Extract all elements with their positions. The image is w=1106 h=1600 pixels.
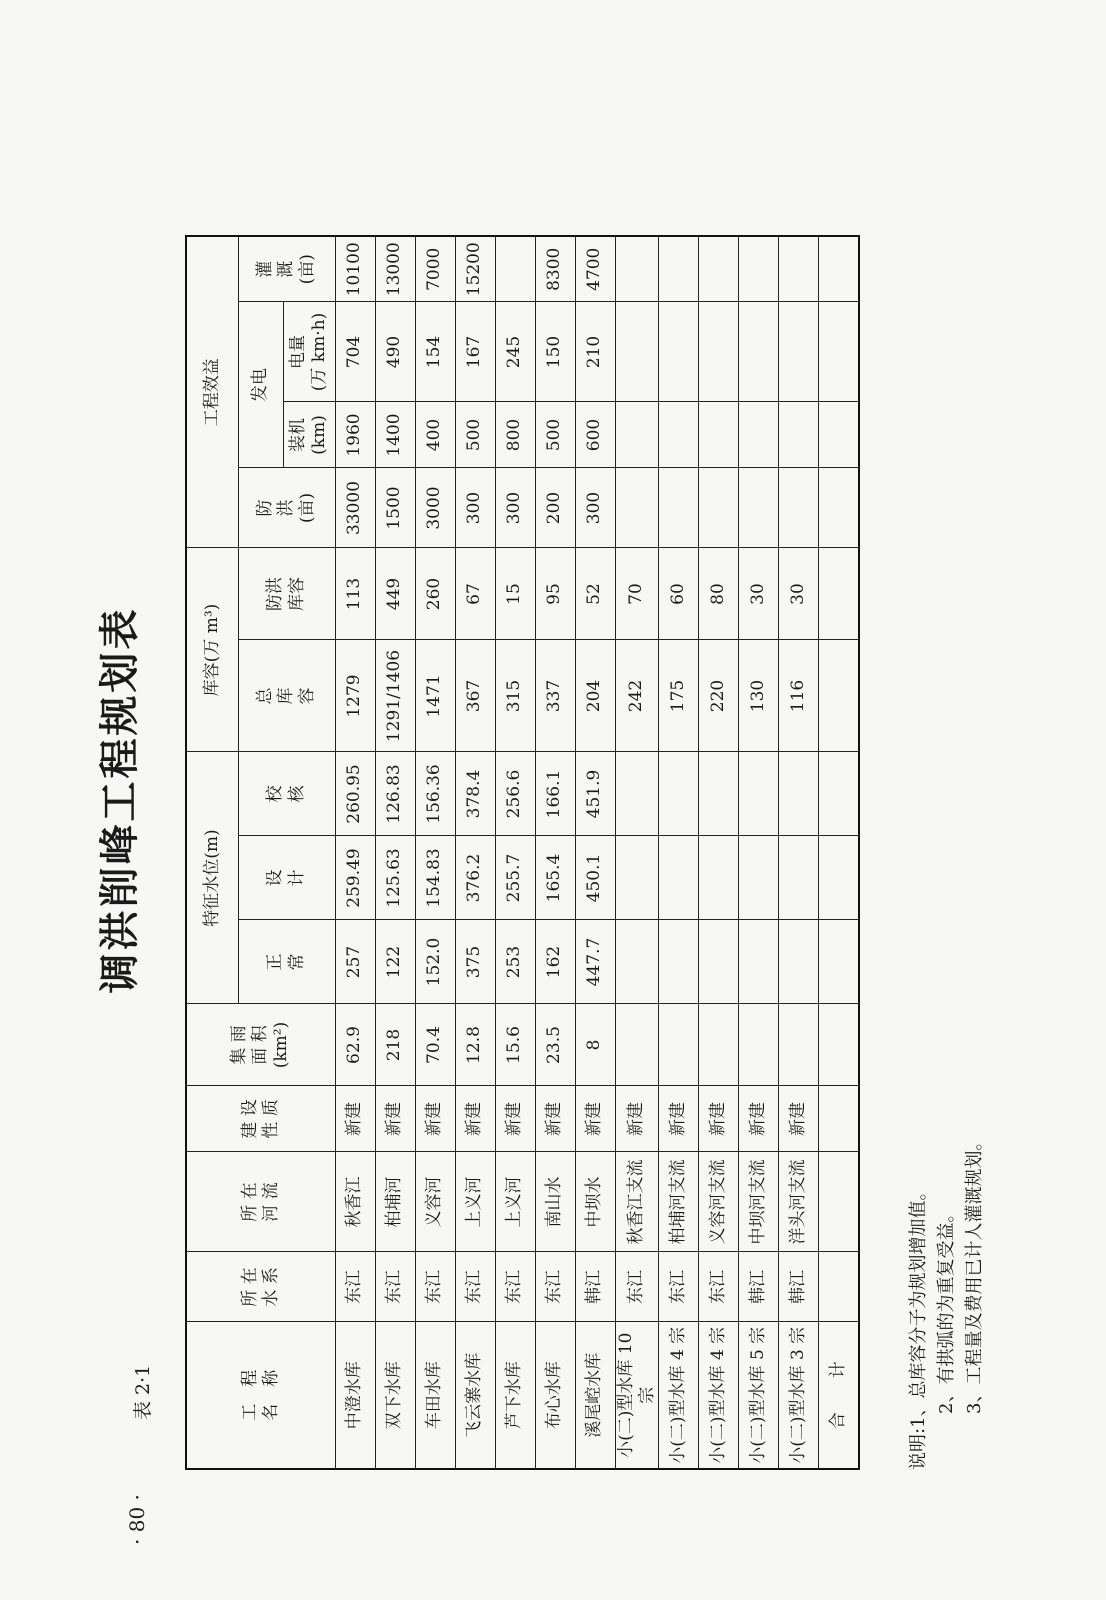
cell-nature: 新建 <box>739 1086 779 1152</box>
cell-normal: 152.0 <box>415 920 455 1004</box>
cell-nature: 新建 <box>699 1086 739 1152</box>
header-build-nature: 建 设 性 质 <box>186 1086 335 1152</box>
cell-name: 小(二)型水库 3 宗 <box>779 1322 819 1469</box>
note-3: 3、工程量及费用已计人灌溉规划。 <box>963 1132 985 1414</box>
cell-check <box>779 752 819 836</box>
cell-installed <box>615 402 659 468</box>
cell-check: 256.6 <box>495 752 535 836</box>
cell-river: 上义河 <box>455 1152 495 1252</box>
cell-installed: 500 <box>455 402 495 468</box>
reservoir-plan-table <box>185 235 860 1470</box>
cell-total: 1279 <box>335 640 375 752</box>
cell-nature <box>819 1086 859 1152</box>
cell-total: 175 <box>659 640 699 752</box>
cell-nature: 新建 <box>495 1086 535 1152</box>
cell-flood-capacity: 95 <box>535 548 575 640</box>
header-catchment-area: 集 雨 面 积 (km²) <box>186 1004 335 1086</box>
table-row <box>375 236 415 1469</box>
cell-system: 东江 <box>699 1252 739 1322</box>
table-row <box>415 236 455 1469</box>
cell-flood <box>779 468 819 548</box>
cell-name: 小(二)型水库 10 宗 <box>615 1322 659 1469</box>
header-design: 设 计 <box>238 836 335 920</box>
cell-normal <box>699 920 739 1004</box>
cell-name: 小(二)型水库 5 宗 <box>739 1322 779 1469</box>
cell-system: 东江 <box>415 1252 455 1322</box>
cell-nature: 新建 <box>535 1086 575 1152</box>
header-flood-capacity: 防洪 库容 <box>238 548 335 640</box>
cell-nature: 新建 <box>615 1086 659 1152</box>
cell-river: 义容河支流 <box>699 1152 739 1252</box>
cell-installed <box>659 402 699 468</box>
cell-name: 芦下水库 <box>495 1322 535 1469</box>
header-total-capacity: 总 库 容 <box>238 640 335 752</box>
table-row <box>575 236 615 1469</box>
table-row <box>659 236 699 1469</box>
header-river: 所 在 河 流 <box>186 1152 335 1252</box>
cell-normal <box>779 920 819 1004</box>
cell-normal <box>659 920 699 1004</box>
cell-energy <box>739 302 779 402</box>
cell-irrigation: 8300 <box>535 236 575 302</box>
cell-total: 116 <box>779 640 819 752</box>
cell-energy: 704 <box>335 302 375 402</box>
cell-check: 378.4 <box>455 752 495 836</box>
cell-flood <box>659 468 699 548</box>
cell-river: 秋香江支流 <box>615 1152 659 1252</box>
cell-flood <box>615 468 659 548</box>
cell-flood-capacity: 449 <box>375 548 415 640</box>
cell-total: 315 <box>495 640 535 752</box>
cell-nature: 新建 <box>455 1086 495 1152</box>
cell-normal: 253 <box>495 920 535 1004</box>
cell-river: 洋头河支流 <box>779 1152 819 1252</box>
header-capacity-group: 库容(万 m³) <box>186 548 238 752</box>
cell-river: 中坝河支流 <box>739 1152 779 1252</box>
cell-nature: 新建 <box>779 1086 819 1152</box>
header-irrigation: 灌 溉 (亩) <box>238 236 335 302</box>
cell-flood: 300 <box>455 468 495 548</box>
cell-energy: 490 <box>375 302 415 402</box>
cell-total: 242 <box>615 640 659 752</box>
cell-system: 东江 <box>455 1252 495 1322</box>
cell-total: 367 <box>455 640 495 752</box>
cell-design <box>779 836 819 920</box>
cell-normal <box>615 920 659 1004</box>
cell-flood <box>699 468 739 548</box>
cell-irrigation <box>659 236 699 302</box>
header-water-system: 所 在 水 系 <box>186 1252 335 1322</box>
cell-normal: 122 <box>375 920 415 1004</box>
cell-flood-capacity: 60 <box>659 548 699 640</box>
cell-normal: 162 <box>535 920 575 1004</box>
cell-irrigation: 10100 <box>335 236 375 302</box>
cell-system: 东江 <box>615 1252 659 1322</box>
cell-irrigation: 15200 <box>455 236 495 302</box>
cell-area: 62.9 <box>335 1004 375 1086</box>
cell-installed: 500 <box>535 402 575 468</box>
cell-irrigation <box>819 236 859 302</box>
cell-flood: 1500 <box>375 468 415 548</box>
table-row <box>455 236 495 1469</box>
cell-nature: 新建 <box>415 1086 455 1152</box>
cell-system: 东江 <box>335 1252 375 1322</box>
header-installed: 装机 (km) <box>283 402 335 468</box>
cell-design <box>659 836 699 920</box>
cell-total: 220 <box>699 640 739 752</box>
cell-design <box>739 836 779 920</box>
header-benefit-group: 工程效益 <box>186 236 238 548</box>
cell-area: 12.8 <box>455 1004 495 1086</box>
header-flood-control: 防 洪 (亩) <box>238 468 335 548</box>
cell-system: 东江 <box>535 1252 575 1322</box>
cell-irrigation: 13000 <box>375 236 415 302</box>
cell-name: 飞云寨水库 <box>455 1322 495 1469</box>
cell-system: 东江 <box>375 1252 415 1322</box>
cell-design: 255.7 <box>495 836 535 920</box>
cell-design: 125.63 <box>375 836 415 920</box>
cell-nature: 新建 <box>659 1086 699 1152</box>
cell-area: 70.4 <box>415 1004 455 1086</box>
page-title: 调洪削峰工程规划表 <box>97 606 143 994</box>
cell-normal: 375 <box>455 920 495 1004</box>
cell-system: 韩江 <box>575 1252 615 1322</box>
cell-river: 义容河 <box>415 1152 455 1252</box>
cell-flood-capacity: 260 <box>415 548 455 640</box>
table-body <box>335 236 859 1469</box>
cell-normal: 447.7 <box>575 920 615 1004</box>
cell-river <box>819 1152 859 1252</box>
cell-normal <box>739 920 779 1004</box>
cell-nature: 新建 <box>575 1086 615 1152</box>
cell-check: 451.9 <box>575 752 615 836</box>
cell-area <box>779 1004 819 1086</box>
cell-system <box>819 1252 859 1322</box>
cell-check: 126.83 <box>375 752 415 836</box>
cell-irrigation: 4700 <box>575 236 615 302</box>
cell-irrigation <box>779 236 819 302</box>
cell-check <box>615 752 659 836</box>
cell-energy <box>615 302 659 402</box>
cell-flood: 300 <box>575 468 615 548</box>
cell-check <box>699 752 739 836</box>
cell-area <box>739 1004 779 1086</box>
cell-installed: 600 <box>575 402 615 468</box>
cell-energy <box>659 302 699 402</box>
cell-area: 15.6 <box>495 1004 535 1086</box>
cell-installed: 1960 <box>335 402 375 468</box>
cell-area <box>659 1004 699 1086</box>
cell-check: 260.95 <box>335 752 375 836</box>
cell-name: 小(二)型水库 4 宗 <box>699 1322 739 1469</box>
cell-river: 柏埔河支流 <box>659 1152 699 1252</box>
cell-flood-capacity: 80 <box>699 548 739 640</box>
cell-area <box>699 1004 739 1086</box>
cell-flood: 200 <box>535 468 575 548</box>
cell-system: 东江 <box>659 1252 699 1322</box>
cell-design: 376.2 <box>455 836 495 920</box>
table-row <box>335 236 375 1469</box>
cell-design: 259.49 <box>335 836 375 920</box>
cell-energy <box>819 302 859 402</box>
cell-irrigation <box>615 236 659 302</box>
note-2: 2、有拱弧的为重复受益。 <box>935 1204 957 1414</box>
cell-river: 上义河 <box>495 1152 535 1252</box>
cell-flood <box>819 468 859 548</box>
cell-check <box>819 752 859 836</box>
header-normal: 正 常 <box>238 920 335 1004</box>
cell-river: 南山水 <box>535 1152 575 1252</box>
cell-installed: 800 <box>495 402 535 468</box>
cell-irrigation <box>699 236 739 302</box>
cell-energy: 210 <box>575 302 615 402</box>
cell-energy: 150 <box>535 302 575 402</box>
cell-irrigation: 7000 <box>415 236 455 302</box>
table-wrapper <box>185 235 860 1470</box>
note-1: 说明:1、总库容分子为规划增加值。 <box>908 1182 929 1470</box>
cell-name: 溪尾崆水库 <box>575 1322 615 1469</box>
cell-nature: 新建 <box>335 1086 375 1152</box>
cell-name: 小(二)型水库 4 宗 <box>659 1322 699 1469</box>
cell-flood-capacity <box>819 548 859 640</box>
cell-installed <box>779 402 819 468</box>
cell-flood <box>739 468 779 548</box>
cell-check <box>659 752 699 836</box>
cell-energy: 245 <box>495 302 535 402</box>
cell-energy <box>779 302 819 402</box>
cell-flood: 300 <box>495 468 535 548</box>
table-row <box>779 236 819 1469</box>
cell-river: 柏埔河 <box>375 1152 415 1252</box>
cell-check: 166.1 <box>535 752 575 836</box>
table-label: 表 2·1 <box>132 1364 154 1420</box>
cell-name: 中澄水库 <box>335 1322 375 1469</box>
cell-total: 130 <box>739 640 779 752</box>
cell-energy <box>699 302 739 402</box>
cell-normal: 257 <box>335 920 375 1004</box>
cell-flood: 3000 <box>415 468 455 548</box>
header-water-level-group: 特征水位(m) <box>186 752 238 1004</box>
cell-area <box>615 1004 659 1086</box>
cell-flood-capacity: 15 <box>495 548 535 640</box>
cell-flood-capacity: 30 <box>739 548 779 640</box>
cell-check <box>739 752 779 836</box>
cell-total: 1291/1406 <box>375 640 415 752</box>
cell-total <box>819 640 859 752</box>
cell-area: 218 <box>375 1004 415 1086</box>
table-row <box>739 236 779 1469</box>
cell-river: 秋香江 <box>335 1152 375 1252</box>
header-power-group: 发电 <box>238 302 283 468</box>
cell-installed: 400 <box>415 402 455 468</box>
cell-design: 165.4 <box>535 836 575 920</box>
table-row <box>699 236 739 1469</box>
cell-system: 东江 <box>495 1252 535 1322</box>
cell-installed: 1400 <box>375 402 415 468</box>
table-row <box>535 236 575 1469</box>
cell-installed <box>739 402 779 468</box>
cell-flood-capacity: 70 <box>615 548 659 640</box>
cell-system: 韩江 <box>739 1252 779 1322</box>
cell-installed <box>819 402 859 468</box>
cell-check: 156.36 <box>415 752 455 836</box>
cell-system: 韩江 <box>779 1252 819 1322</box>
table-row <box>495 236 535 1469</box>
cell-design: 450.1 <box>575 836 615 920</box>
cell-area <box>819 1004 859 1086</box>
cell-name: 合 计 <box>819 1322 859 1469</box>
cell-flood: 33000 <box>335 468 375 548</box>
notes <box>905 1133 989 1470</box>
cell-normal <box>819 920 859 1004</box>
cell-area: 8 <box>575 1004 615 1086</box>
table-row <box>615 236 659 1469</box>
cell-name: 布心水库 <box>535 1322 575 1469</box>
cell-name: 双下水库 <box>375 1322 415 1469</box>
cell-flood-capacity: 113 <box>335 548 375 640</box>
cell-total: 204 <box>575 640 615 752</box>
cell-energy: 154 <box>415 302 455 402</box>
cell-nature: 新建 <box>375 1086 415 1152</box>
cell-irrigation <box>495 236 535 302</box>
cell-design: 154.83 <box>415 836 455 920</box>
table-row <box>819 236 859 1469</box>
cell-flood-capacity: 52 <box>575 548 615 640</box>
cell-total: 337 <box>535 640 575 752</box>
cell-irrigation <box>739 236 779 302</box>
cell-flood-capacity: 67 <box>455 548 495 640</box>
page-number: · 80 · <box>125 1494 149 1545</box>
cell-river: 中坝水 <box>575 1152 615 1252</box>
header-check: 校 核 <box>238 752 335 836</box>
header-electricity: 电量 (万 km·h) <box>283 302 335 402</box>
cell-total: 1471 <box>415 640 455 752</box>
header-project-name: 工 程 名 称 <box>186 1322 335 1469</box>
cell-flood-capacity: 30 <box>779 548 819 640</box>
cell-energy: 167 <box>455 302 495 402</box>
cell-installed <box>699 402 739 468</box>
cell-design <box>615 836 659 920</box>
cell-design <box>819 836 859 920</box>
cell-area: 23.5 <box>535 1004 575 1086</box>
cell-name: 车田水库 <box>415 1322 455 1469</box>
cell-design <box>699 836 739 920</box>
